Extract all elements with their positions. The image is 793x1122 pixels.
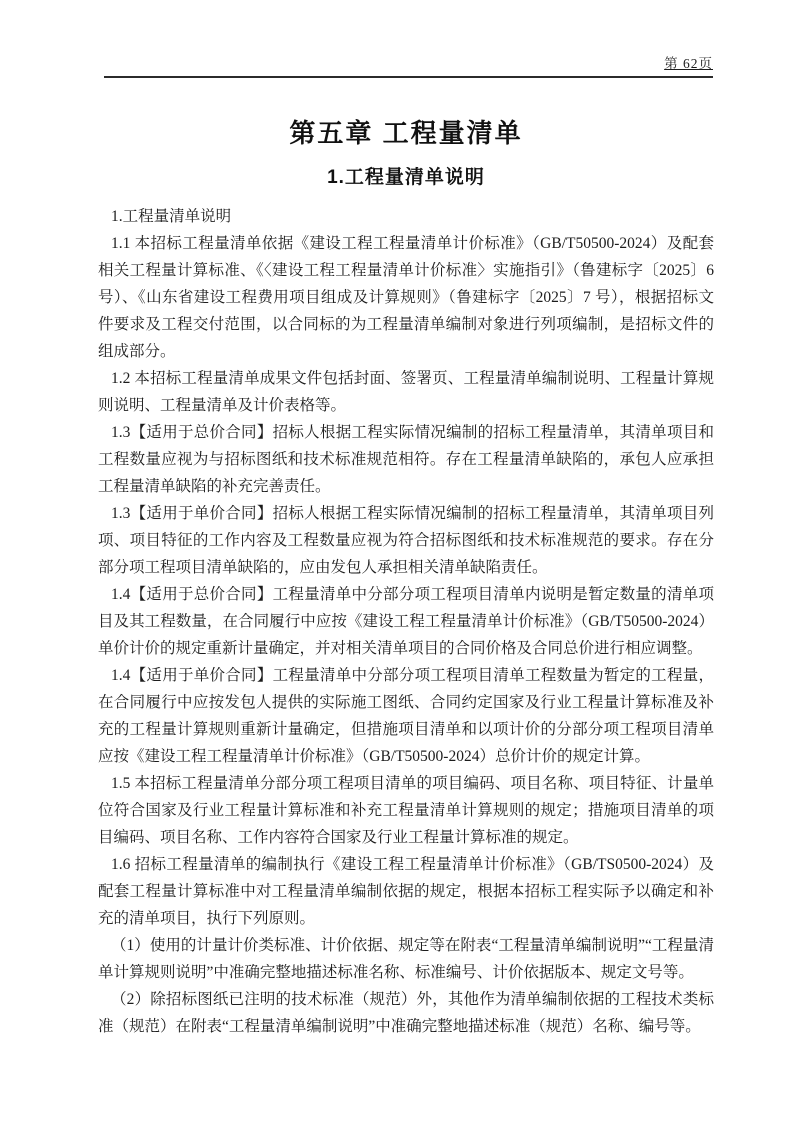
page-header [104, 55, 713, 78]
page-number: 第 62页 [664, 56, 713, 71]
paragraph-8: 1.5 本招标工程量清单分部分项工程项目清单的项目编码、项目名称、项目特征、计量单位符合国家及行业工程量计算标准和补充工程量清单计算规则的规定；措施项目清单的项目编码、项目名称、工作内容符合国家及行业工程量计算标准的规定。 [98, 775, 714, 846]
paragraph-7: 1.4【适用于单价合同】工程量清单中分部分项工程项目清单工程数量为暂定的工程量，在合同履行中应按发包人提供的实际施工图纸、合同约定国家及行业工程量计算标准及补充的工程量计算规则重新计量确定，但措施项目清单和以项计价的分部分项工程项目清单应按《建设工程工程量清单计价标准》（GB/T50500-2024）总价计价的规定计算。 [98, 667, 714, 765]
paragraph-5: 1.3【适用于单价合同】招标人根据工程实际情况编制的招标工程量清单，其清单项目列项、项目特征的工作内容及工程数量应视为符合招标图纸和技术标准规范的要求。存在分部分项工程项目清单缺陷的，应由发包人承担相关清单缺陷责任。 [98, 505, 714, 576]
paragraph-11: （2）除招标图纸已注明的技术标准（规范）外，其他作为清单编制依据的工程技术类标准（规范）在附表“工程量清单编制说明”中准确完整地描述标准（规范）名称、编号等。 [98, 991, 714, 1035]
paragraph-9: 1.6 招标工程量清单的编制执行《建设工程工程量清单计价标准》（GB/TS0500-2024）及配套工程量计算标准中对工程量清单编制依据的规定，根据本招标工程实际予以确定和补充的清单项目，执行下列原则。 [98, 856, 714, 927]
paragraph-6: 1.4【适用于总价合同】工程量清单中分部分项工程项目清单内说明是暂定数量的清单项目及其工程数量，在合同履行中应按《建设工程工程量清单计价标准》（GB/T50500-2024）单价计价的规定重新计量确定，并对相关清单项目的合同价格及合同总价进行相应调整。 [98, 586, 714, 657]
paragraph-3: 1.2 本招标工程量清单成果文件包括封面、签署页、工程量清单编制说明、工程量计算规则说明、工程量清单及计价表格等。 [98, 370, 714, 414]
paragraph-10: （1）使用的计量计价类标准、计价依据、规定等在附表“工程量清单编制说明”“工程量清单计算规则说明”中准确完整地描述标准名称、标准编号、计价依据版本、规定文号等。 [98, 937, 714, 981]
paragraph-1: 1.工程量清单说明 [111, 208, 232, 225]
paragraph-2: 1.1 本招标工程量清单依据《建设工程工程量清单计价标准》（GB/T50500-2024）及配套相关工程量计算标准、《〈建设工程工程量清单计价标准〉实施指引》（鲁建标字〔2025〕6 号）、《山东省建设工程费用项目组成及计算规则》（鲁建标字〔2025〕7 号），根据招标文件要求及工程交付范围，以合同标的为工程量清单编制对象进行列项编制，是招标文件的组成部分。 [98, 235, 714, 360]
chapter-title: 第五章 工程量清单 [289, 118, 523, 148]
paragraph-4: 1.3【适用于总价合同】招标人根据工程实际情况编制的招标工程量清单，其清单项目和工程数量应视为与招标图纸和技术标准规范相符。存在工程量清单缺陷的，承包人应承担工程量清单缺陷的补充完善责任。 [98, 424, 714, 495]
section-title: 1.工程量清单说明 [327, 167, 485, 188]
document-content [98, 106, 714, 1040]
paragraph-list [98, 203, 714, 1040]
